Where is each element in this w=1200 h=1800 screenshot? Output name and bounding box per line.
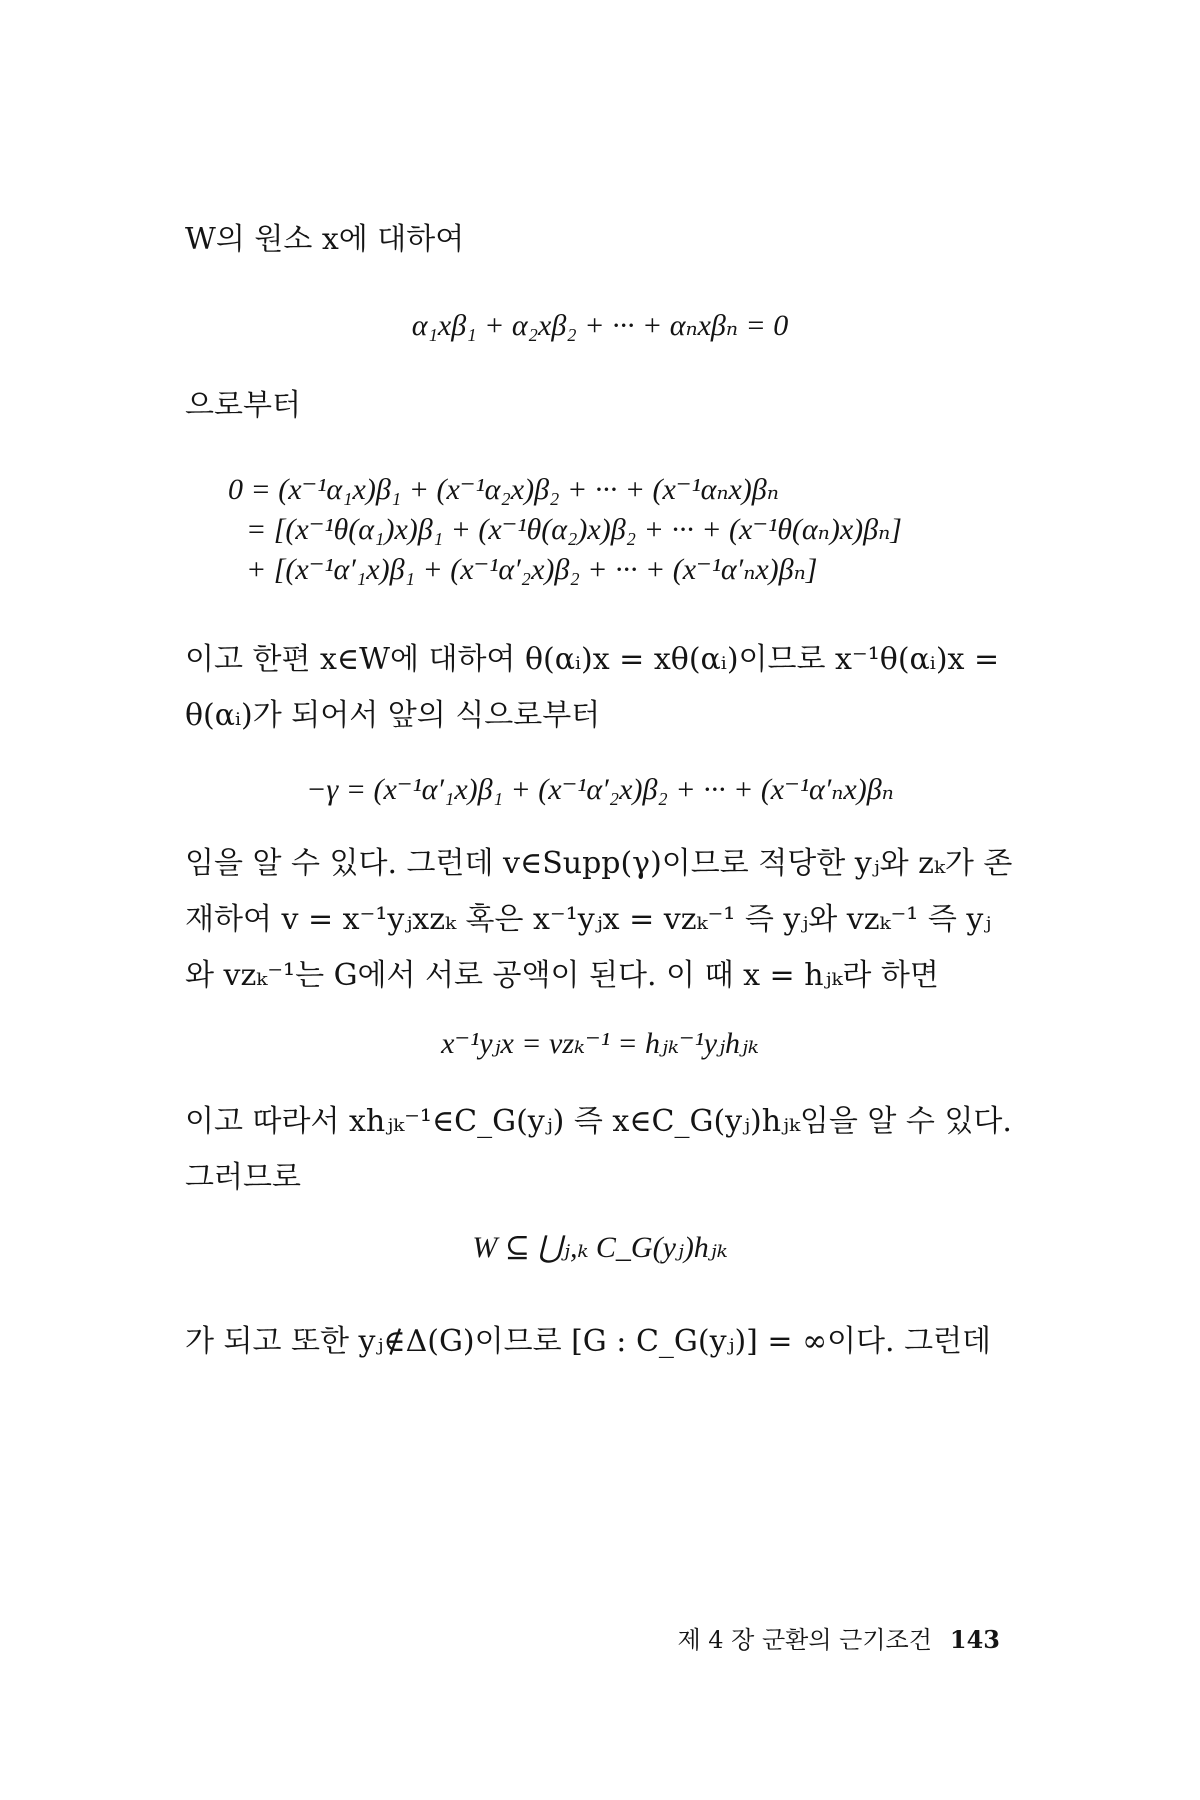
page-number: 143 [949, 1625, 1000, 1654]
paragraph-2: 으로부터 [185, 388, 301, 423]
paragraph-3: 이고 한편 x∈W에 대하여 θ(αᵢ)x = xθ(αᵢ)이므로 x⁻¹θ(αᵢ)x = θ(αᵢ)가 되어서 앞의 식으로부터 [185, 642, 1000, 733]
equation-2-line-1: 0 = (x⁻¹α₁x)β₁ + (x⁻¹α₂x)β₂ + ··· + (x⁻¹αₙx)βₙ [228, 473, 779, 506]
equation-4: x⁻¹yⱼx = vzₖ⁻¹ = hⱼₖ⁻¹yⱼhⱼₖ [441, 1027, 759, 1060]
paragraph-6: 가 되고 또한 yⱼ∉Δ(G)이므로 [G : C_G(yⱼ)] = ∞이다. 그런데 [185, 1324, 992, 1359]
equation-2-line-3: + [(x⁻¹α′₁x)β₁ + (x⁻¹α′₂x)β₂ + ··· + (x⁻¹α′ₙx)βₙ] [246, 553, 818, 586]
equation-5: W ⊆ ⋃ⱼ,ₖ C_G(yⱼ)hⱼₖ [472, 1231, 728, 1264]
paragraph-1: W의 원소 x에 대하여 [185, 222, 465, 257]
equation-2 [228, 470, 902, 590]
equation-2-line-2: = [(x⁻¹θ(α₁)x)β₁ + (x⁻¹θ(α₂)x)β₂ + ··· + (x⁻¹θ(αₙ)x)βₙ] [246, 513, 902, 546]
page-footer [677, 1620, 1000, 1655]
equation-3: −γ = (x⁻¹α′₁x)β₁ + (x⁻¹α′₂x)β₂ + ··· + (x⁻¹α′ₙx)βₙ [306, 773, 894, 806]
paragraph-5: 이고 따라서 xhⱼₖ⁻¹∈C_G(yⱼ) 즉 x∈C_G(yⱼ)hⱼₖ임을 알 수 있다. 그러므로 [185, 1104, 1012, 1195]
paragraph-4: 임을 알 수 있다. 그런데 v∈Supp(γ)이므로 적당한 yⱼ와 zₖ가 존재하여 v = x⁻¹yⱼxzₖ 혹은 x⁻¹yⱼx = vzₖ⁻¹ 즉 yⱼ와 vzₖ⁻¹ 즉 yⱼ와 vzₖ⁻¹는 G에서 서로 공액이 된다. 이 때 x = hⱼₖ라 하면 [185, 846, 1013, 993]
chapter-title: 제 4 장 군환의 근기조건 [677, 1626, 932, 1654]
equation-1: α₁xβ₁ + α₂xβ₂ + ··· + αₙxβₙ = 0 [411, 309, 789, 342]
